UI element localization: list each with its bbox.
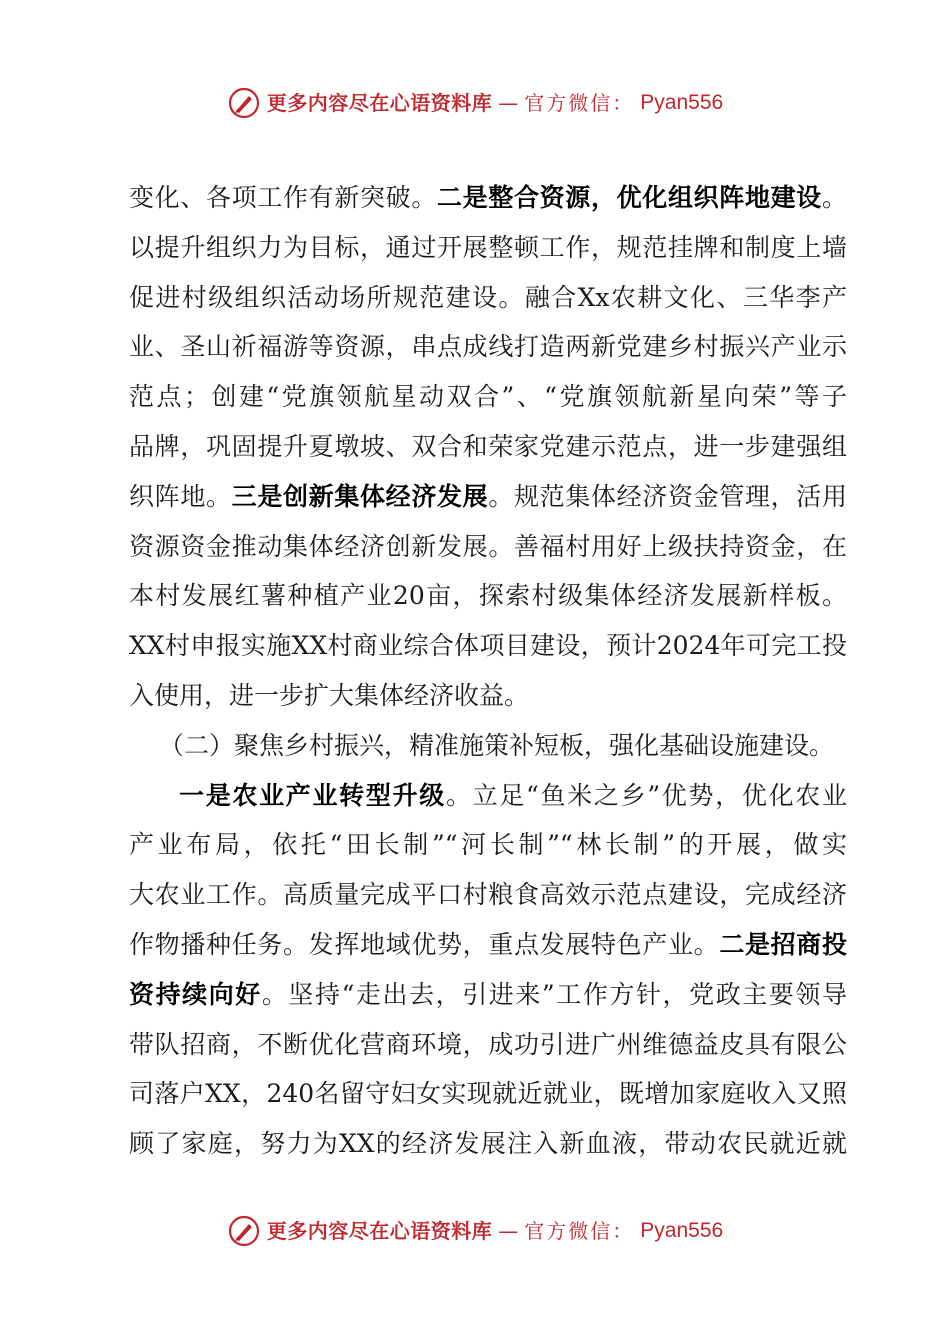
text-line: 促进村级组织活动场所规范建设。融合Xx农耕文化、三华李产: [129, 282, 847, 312]
watermark-dash: —: [498, 1219, 519, 1243]
watermark-text: 更多内容尽在心语资料库: [266, 1219, 493, 1243]
text-line: 本村发展红薯种植产业20亩，探索村级集体经济发展新样板。: [129, 581, 847, 611]
document-body: [129, 173, 847, 1169]
pen-circle-logo-icon: [227, 86, 261, 120]
text-line: XX村申报实施XX村商业综合体项目建设，预计2024年可完工投: [129, 631, 847, 661]
bold-heading: 三是创新集体经济发展: [231, 481, 489, 511]
text-line: 变化、各项工作有新突破。二是整合资源，优化组织阵地建设。: [129, 183, 847, 212]
footer-watermark: [0, 1214, 950, 1248]
bold-heading: 二是整合资源，优化组织阵地建设: [436, 183, 822, 212]
text-line: 范点；创建“党旗领航星动双合”、“党旗领航新星向荣”等子: [129, 382, 847, 412]
watermark-wechat-id: Pyan556: [640, 91, 724, 114]
text-line: 品牌，巩固提升夏墩坡、双合和荣家党建示范点，进一步建强组: [129, 431, 847, 461]
section-heading: （二）聚焦乡村振兴，精准施策补短板，强化基础设施建设。: [159, 730, 835, 760]
text-line: 作物播种任务。发挥地域优势，重点发展特色产业。二是招商投: [129, 929, 847, 959]
text-line: 业、圣山祈福游等资源，串点成线打造两新党建乡村振兴产业示: [129, 332, 847, 362]
watermark-dash: —: [498, 91, 519, 115]
bold-heading: 资持续向好: [129, 979, 262, 1009]
watermark-wechat-label: 官方微信：: [524, 1219, 635, 1243]
text-line: 产业布局，依托“田长制”“河长制”“林长制”的开展，做实: [129, 830, 847, 860]
pen-circle-logo-icon: [227, 1214, 261, 1248]
text-line: 入使用，进一步扩大集体经济收益。: [129, 680, 530, 710]
watermark-wechat-label: 官方微信：: [524, 91, 635, 115]
text-line: 以提升组织力为目标，通过开展整顿工作，规范挂牌和制度上墙: [129, 232, 847, 262]
text-line: 司落户XX，240名留守妇女实现就近就业，既增加家庭收入又照: [129, 1079, 847, 1109]
watermark-wechat-id: Pyan556: [640, 1219, 724, 1242]
text-line: 资持续向好。坚持“走出去，引进来”工作方针，党政主要领导: [129, 979, 847, 1009]
text-line: 带队招商，不断优化营商环境，成功引进广州维德益皮具有限公: [129, 1029, 847, 1059]
text-line: 一是农业产业转型升级。立足“鱼米之乡”优势，优化农业: [179, 780, 847, 810]
bold-heading: 二是招商投: [719, 929, 847, 959]
watermark-text: 更多内容尽在心语资料库: [266, 91, 493, 115]
text-line: 资源资金推动集体经济创新发展。善福村用好上级扶持资金，在: [129, 531, 847, 561]
text-line: 大农业工作。高质量完成平口村粮食高效示范点建设，完成经济: [129, 880, 847, 910]
bold-heading: 一是农业产业转型升级: [179, 780, 446, 810]
text-line: 织阵地。三是创新集体经济发展。规范集体经济资金管理，活用: [129, 481, 847, 511]
header-watermark: [0, 86, 950, 120]
text-line: 顾了家庭，努力为XX的经济发展注入新血液，带动农民就近就: [129, 1129, 847, 1159]
